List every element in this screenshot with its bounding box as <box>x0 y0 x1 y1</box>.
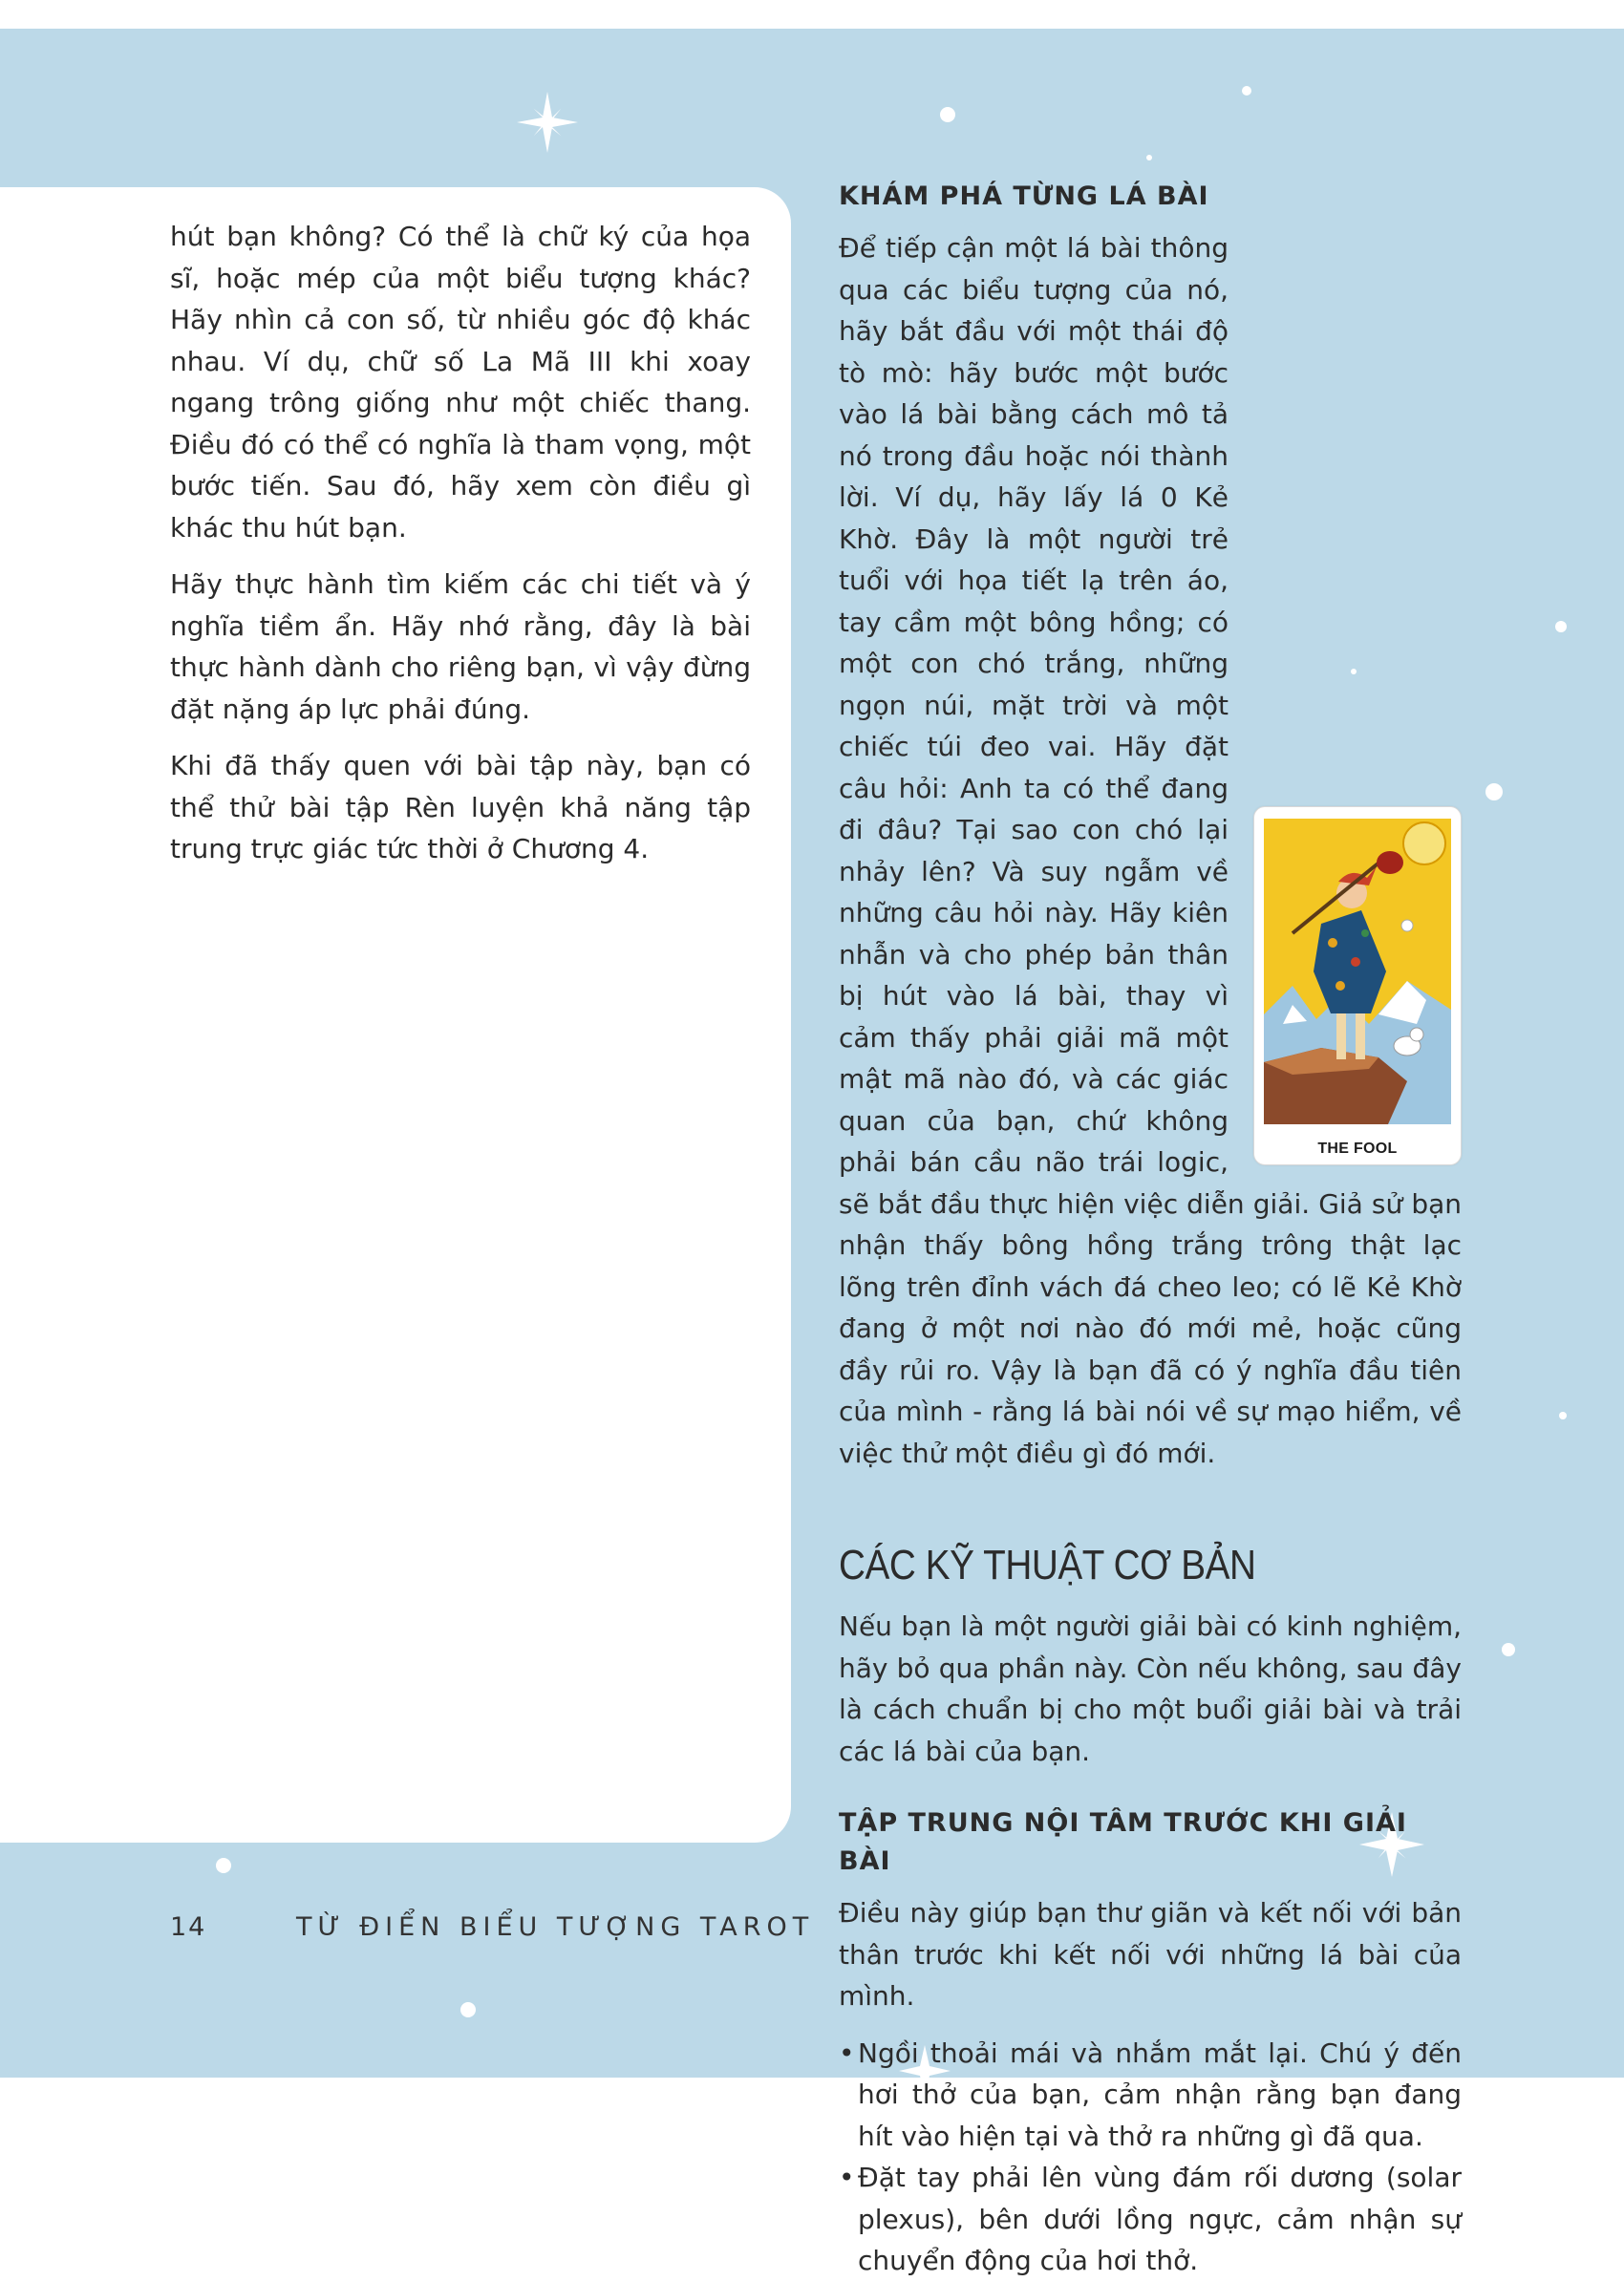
focus-heading: TẬP TRUNG NỘI TÂM TRƯỚC KHI GIẢI BÀI <box>839 1808 1407 1876</box>
star-dot <box>216 1858 231 1873</box>
star-dot <box>1146 155 1152 160</box>
list-item: • Ngồi thoải mái và nhắm mắt lại. Chú ý đến hơi thở của bạn, cảm nhận rằng bạn đang hít vào hiện tại và thở ra những gì đã qua. <box>839 2033 1462 2158</box>
tarot-card-figure <box>1253 806 1462 1165</box>
book-title: TỪ ĐIỂN BIỂU TƯỢNG TAROT <box>296 1912 815 1942</box>
right-column <box>839 178 1462 2282</box>
left-paragraph: Khi đã thấy quen với bài tập này, bạn có thể thử bài tập Rèn luyện khả năng tập trung trực giác tức thời ở Chương 4. <box>170 750 751 864</box>
focus-paragraph: Điều này giúp bạn thư giãn và kết nối với bản thân trước khi kết nối với những lá bài của mình. <box>839 1897 1462 2012</box>
techniques-paragraph: Nếu bạn là một người giải bài có kinh nghiệm, hãy bỏ qua phần này. Còn nếu không, sau đây là cách chuẩn bị cho một buổi giải bài và trải các lá bài của bạn. <box>839 1610 1462 1767</box>
card-frame <box>1253 806 1462 1165</box>
star-dot <box>1559 1412 1567 1419</box>
star-dot <box>1242 86 1251 96</box>
list-item: • Đặt tay phải lên vùng đám rối dương (solar plexus), bên dưới lồng ngực, cảm nhận sự chuyển động của hơi thở. <box>839 2157 1462 2282</box>
sparkle-star-icon <box>516 91 579 154</box>
card-label: THE FOOL <box>1317 1141 1398 1157</box>
page-number: 14 <box>170 1912 207 1942</box>
explore-heading: KHÁM PHÁ TỪNG LÁ BÀI <box>839 181 1209 211</box>
page-footer <box>170 1912 814 1942</box>
fool-card-illustration <box>1264 819 1451 1124</box>
techniques-title: CÁC KỸ THUẬT CƠ BẢN <box>839 1542 1256 1589</box>
star-dot <box>1502 1643 1515 1656</box>
focus-bullet-list <box>839 2033 1462 2282</box>
star-dot <box>460 2002 476 2017</box>
star-dot <box>940 107 955 122</box>
star-dot <box>1485 783 1503 800</box>
star-dot <box>1555 621 1567 632</box>
left-column <box>170 216 751 885</box>
left-paragraph: Hãy thực hành tìm kiếm các chi tiết và ý nghĩa tiềm ẩn. Hãy nhớ rằng, đây là bài thực hành dành cho riêng bạn, vì vậy đừng đặt nặng áp lực phải đúng. <box>170 568 751 725</box>
left-paragraph: hút bạn không? Có thể là chữ ký của họa sĩ, hoặc mép của một biểu tượng khác? Hãy nhìn cả con số, từ nhiều góc độ khác nhau. Ví dụ, chữ số La Mã III khi xoay ngang trông giống như một chiếc thang. Điều đó có thể có nghĩa là tham vọng, một bước tiến. Sau đó, hãy xem còn điều gì khác thu hút bạn. <box>170 221 751 544</box>
explore-paragraph: Để tiếp cận một lá bài thông qua các biểu tượng của nó, hãy bắt đầu với một thái độ tò mò: hãy bước một bước vào lá bài bằng cách mô tả nó trong đầu hoặc nói thành lời. Ví dụ, hãy lấy lá 0 Kẻ Khờ. Đây là một người trẻ tuổi với họa tiết lạ trên áo, tay cầm một bông hồng; có một con chó trắng, những ngọn núi, mặt trời và một chiếc túi đeo vai. Hãy đặt câu hỏi: Anh ta có thể đang đi đâu? Tại sao con chó lại nhảy lên? Và suy ngẫm về những câu hỏi này. Hãy kiên nhẫn và cho phép bản thân bị hút vào lá bài, thay vì cảm thấy phải giải mã một mật mã nào đó, và các giác quan của bạn, chứ không phải bán cầu não trái logic, sẽ bắt đầu thực hiện việc diễn giải. Giả sử bạn nhận thấy bông hồng trắng trông thật lạc lõng trên đỉnh vách đá cheo leo; có lẽ Kẻ Khờ đang ở một nơi nào đó mới mẻ, hoặc cũng đầy rủi ro. Vậy là bạn đã có ý nghĩa đầu tiên của mình - rằng lá bài nói về sự mạo hiểm, về việc thử một điều gì đó mới. <box>839 232 1462 1469</box>
